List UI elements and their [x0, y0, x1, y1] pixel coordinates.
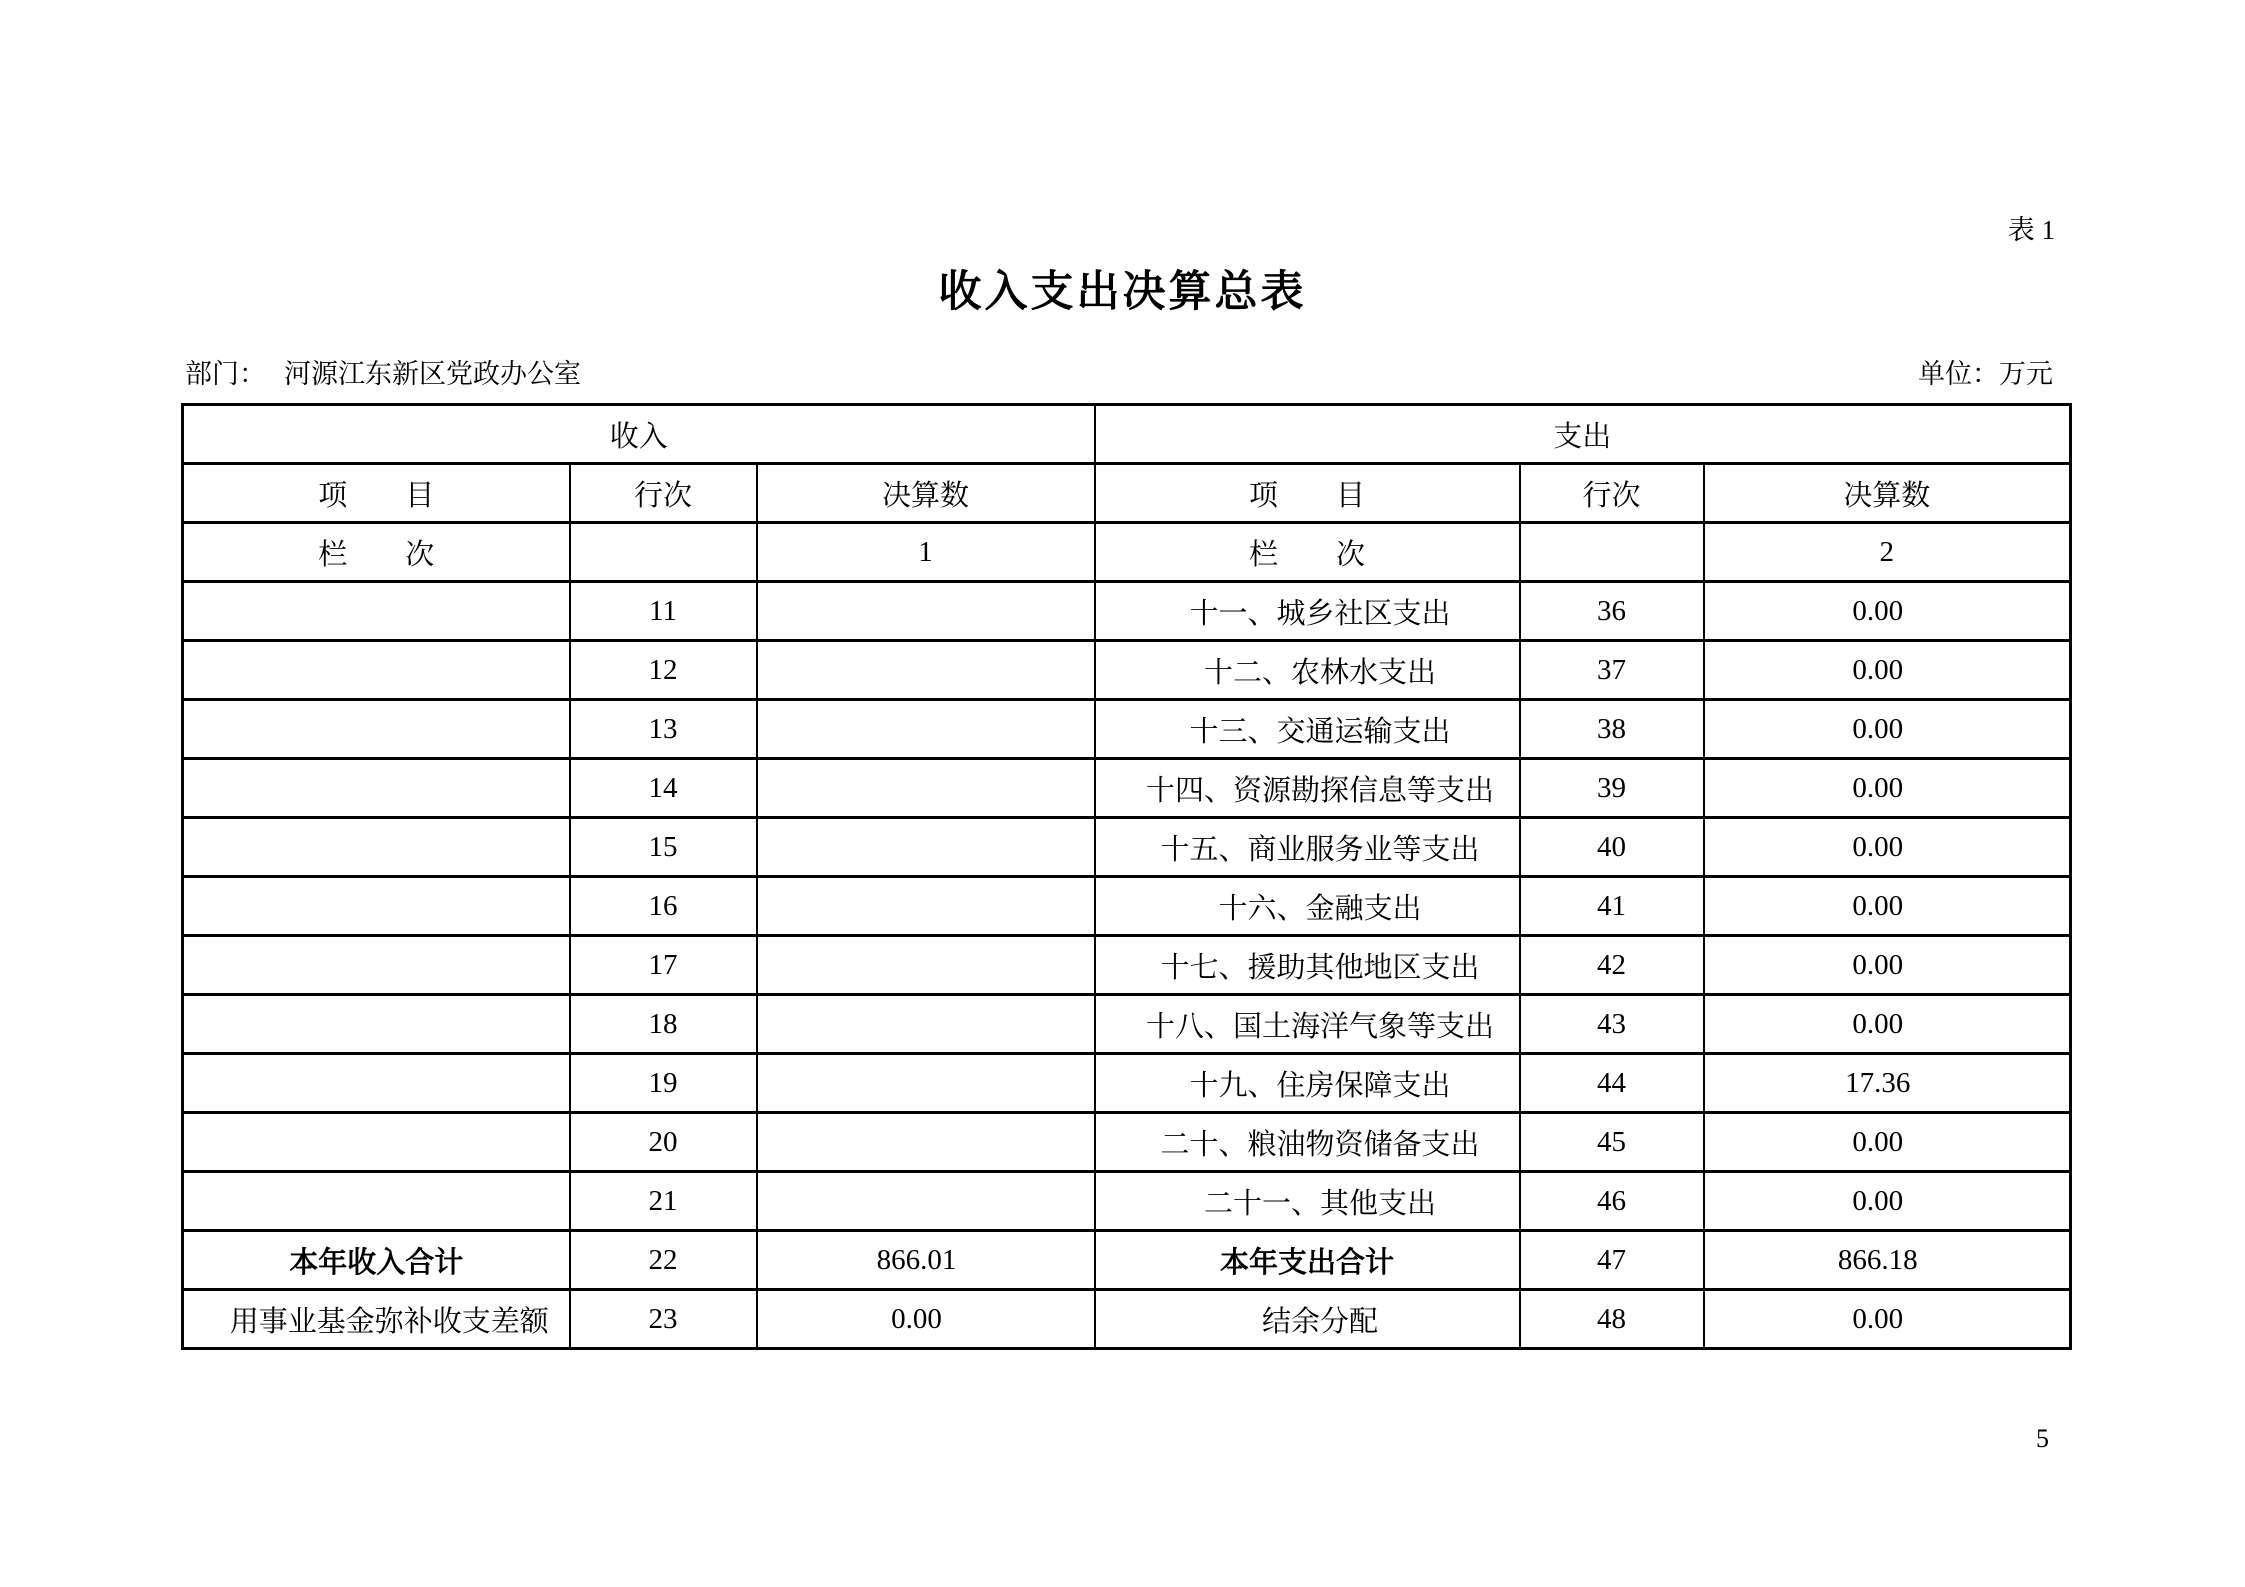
- cell-expense-item: 二十一、其他支出: [1095, 1172, 1520, 1231]
- cell-income-row-no: 11: [570, 582, 757, 641]
- table-row: [183, 759, 2071, 818]
- unit-label: 单位：万元: [1918, 359, 2053, 389]
- page-number: 5: [2036, 1424, 2049, 1453]
- cell-income-row-no: 21: [570, 1172, 757, 1231]
- table-row: [183, 582, 2071, 641]
- cell-expense-item: 十五、商业服务业等支出: [1095, 818, 1520, 877]
- cell-expense-amount: 0.00: [1704, 1172, 2071, 1231]
- cell-income-amount: [757, 818, 1095, 877]
- cell-expense-total-amount: 866.18: [1704, 1231, 2071, 1290]
- cell-expense-row-no: 40: [1520, 818, 1704, 877]
- cell-income-item: [183, 818, 570, 877]
- cell-expense-row-no: 38: [1520, 700, 1704, 759]
- cell-income-item: [183, 759, 570, 818]
- cell-expense-row-no: 47: [1520, 1231, 1704, 1290]
- index-row-blank-expense: [1520, 523, 1704, 582]
- cell-expense-amount: 0.00: [1704, 936, 2071, 995]
- corner-table-tag: 表 1: [2007, 215, 2055, 245]
- table-row: [183, 877, 2071, 936]
- cell-expense-row-no: 46: [1520, 1172, 1704, 1231]
- cell-expense-amount: 0.00: [1704, 700, 2071, 759]
- cell-income-amount: [757, 582, 1095, 641]
- col-header-income-item: 项 目: [183, 464, 570, 523]
- cell-income-row-no: 19: [570, 1054, 757, 1113]
- cell-income-row-no: 13: [570, 700, 757, 759]
- index-income-number: 1: [757, 523, 1095, 582]
- expense-section-header: 支出: [1095, 405, 2071, 464]
- cell-income-row-no: 15: [570, 818, 757, 877]
- cell-expense-amount: 0.00: [1704, 1113, 2071, 1172]
- cell-income-row-no: 14: [570, 759, 757, 818]
- cell-expense-item: 十六、金融支出: [1095, 877, 1520, 936]
- cell-income-total-label: 本年收入合计: [183, 1231, 570, 1290]
- cell-expense-amount: 0.00: [1704, 877, 2071, 936]
- table-row: [183, 936, 2071, 995]
- cell-income-amount: [757, 700, 1095, 759]
- table-row: [183, 1113, 2071, 1172]
- index-expense-number: 2: [1704, 523, 2071, 582]
- cell-income-amount: [757, 641, 1095, 700]
- index-row-label-income: 栏 次: [183, 523, 570, 582]
- table-row: [183, 700, 2071, 759]
- cell-expense-amount: 0.00: [1704, 582, 2071, 641]
- cell-expense-total-label: 本年支出合计: [1095, 1231, 1520, 1290]
- cell-income-item: [183, 877, 570, 936]
- cell-expense-item: 十一、城乡社区支出: [1095, 582, 1520, 641]
- table-row: [183, 1054, 2071, 1113]
- cell-expense-row-no: 39: [1520, 759, 1704, 818]
- cell-income-amount: [757, 1172, 1095, 1231]
- col-header-income-amount: 决算数: [757, 464, 1095, 523]
- cell-income-total-amount: 866.01: [757, 1231, 1095, 1290]
- cell-expense-row-no: 41: [1520, 877, 1704, 936]
- cell-expense-item: 十九、住房保障支出: [1095, 1054, 1520, 1113]
- table-row: [183, 995, 2071, 1054]
- cell-expense-row-no: 42: [1520, 936, 1704, 995]
- cell-expense-item: 二十、粮油物资储备支出: [1095, 1113, 1520, 1172]
- column-header-row: [183, 464, 2071, 523]
- col-header-income-row-no: 行次: [570, 464, 757, 523]
- summary-table: [181, 403, 2072, 1350]
- index-row-blank-income: [570, 523, 757, 582]
- cell-income-item: [183, 1054, 570, 1113]
- column-index-row: [183, 523, 2071, 582]
- cell-expense-row-no: 44: [1520, 1054, 1704, 1113]
- cell-expense-item: 十七、援助其他地区支出: [1095, 936, 1520, 995]
- cell-expense-item: 结余分配: [1095, 1290, 1520, 1349]
- col-header-expense-amount: 决算数: [1704, 464, 2071, 523]
- cell-income-item: [183, 700, 570, 759]
- cell-expense-amount: 17.36: [1704, 1054, 2071, 1113]
- col-header-expense-row-no: 行次: [1520, 464, 1704, 523]
- cell-expense-item: 十三、交通运输支出: [1095, 700, 1520, 759]
- cell-income-item: [183, 1113, 570, 1172]
- cell-income-row-no: 18: [570, 995, 757, 1054]
- cell-expense-row-no: 48: [1520, 1290, 1704, 1349]
- department-value: 河源江东新区党政办公室: [284, 359, 581, 389]
- cell-income-amount: 0.00: [757, 1290, 1095, 1349]
- cell-income-amount: [757, 1054, 1095, 1113]
- cell-income-amount: [757, 1113, 1095, 1172]
- totals-row: [183, 1231, 2071, 1290]
- cell-income-row-no: 22: [570, 1231, 757, 1290]
- table-row: [183, 641, 2071, 700]
- cell-income-row-no: 17: [570, 936, 757, 995]
- cell-income-amount: [757, 936, 1095, 995]
- cell-income-item: [183, 641, 570, 700]
- cell-income-item: [183, 936, 570, 995]
- cell-expense-amount: 0.00: [1704, 641, 2071, 700]
- department-label: 部门：: [185, 359, 266, 389]
- cell-expense-item: 十二、农林水支出: [1095, 641, 1520, 700]
- section-header-row: [183, 405, 2071, 464]
- cell-income-item: [183, 995, 570, 1054]
- cell-income-row-no: 20: [570, 1113, 757, 1172]
- cell-income-item: 用事业基金弥补收支差额: [183, 1290, 570, 1349]
- cell-income-row-no: 23: [570, 1290, 757, 1349]
- cell-expense-item: 十四、资源勘探信息等支出: [1095, 759, 1520, 818]
- meta-line: [185, 352, 2053, 391]
- cell-income-row-no: 16: [570, 877, 757, 936]
- cell-income-amount: [757, 877, 1095, 936]
- cell-income-item: [183, 582, 570, 641]
- cell-expense-row-no: 36: [1520, 582, 1704, 641]
- table-row: [183, 1290, 2071, 1349]
- index-row-label-expense: 栏 次: [1095, 523, 1520, 582]
- col-header-expense-item: 项 目: [1095, 464, 1520, 523]
- cell-income-amount: [757, 759, 1095, 818]
- cell-expense-amount: 0.00: [1704, 759, 2071, 818]
- cell-income-item: [183, 1172, 570, 1231]
- table-row: [183, 818, 2071, 877]
- page-title: 收入支出决算总表: [938, 269, 1307, 316]
- cell-expense-amount: 0.00: [1704, 995, 2071, 1054]
- cell-expense-amount: 0.00: [1704, 1290, 2071, 1349]
- cell-expense-row-no: 37: [1520, 641, 1704, 700]
- cell-expense-amount: 0.00: [1704, 818, 2071, 877]
- cell-income-row-no: 12: [570, 641, 757, 700]
- cell-expense-row-no: 45: [1520, 1113, 1704, 1172]
- cell-income-amount: [757, 995, 1095, 1054]
- cell-expense-item: 十八、国土海洋气象等支出: [1095, 995, 1520, 1054]
- table-row: [183, 1172, 2071, 1231]
- income-section-header: 收入: [183, 405, 1095, 464]
- cell-expense-row-no: 43: [1520, 995, 1704, 1054]
